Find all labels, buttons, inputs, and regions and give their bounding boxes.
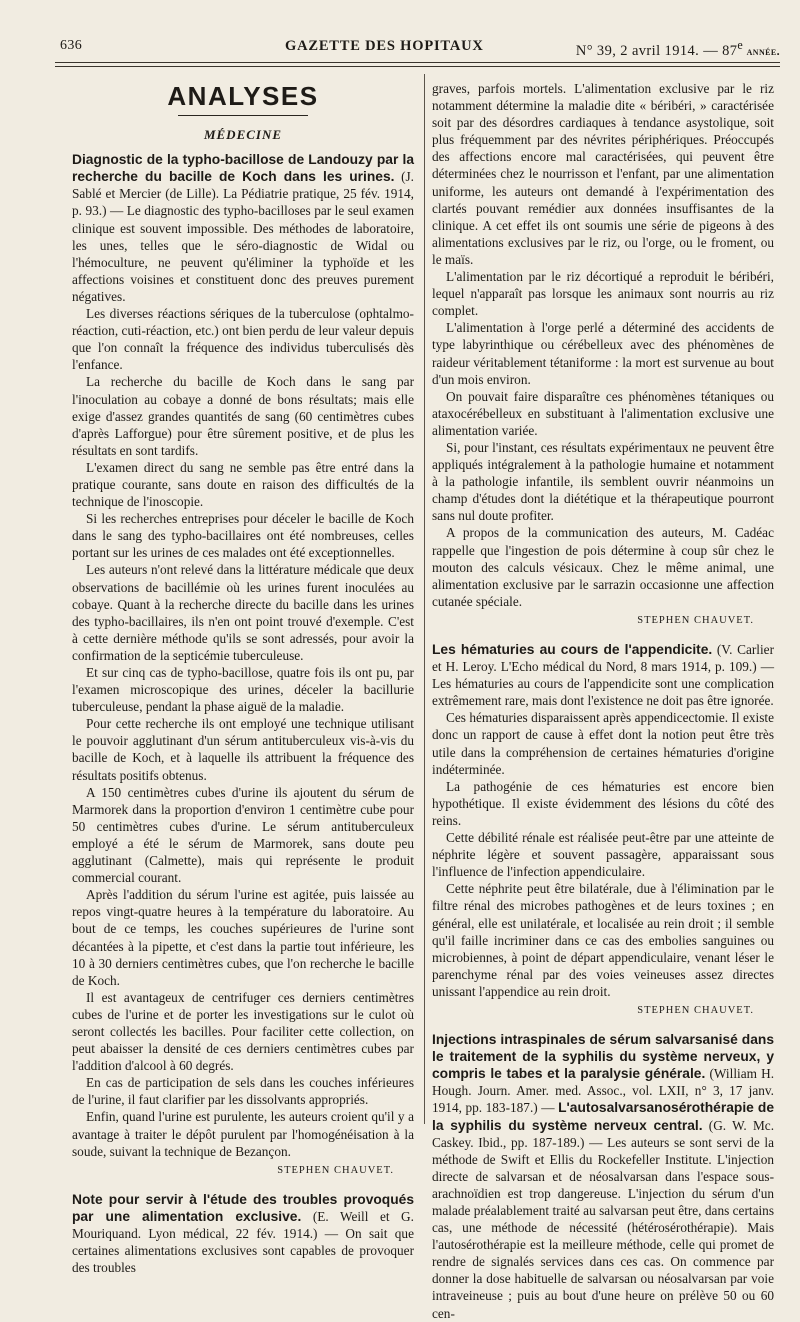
article-1-paragraph: Pour cette recherche ils ont employé une technique utilisant le pouvoir agglutinant d'un sérum antituberculeux vis-à-vis du bacille de Koch, et à laquelle ils attribuent la fréquence des résultats positifs obtenus. [72, 716, 414, 783]
article-1-paragraph: Enfin, quand l'urine est purulente, les auteurs croient qu'il y a avantage à traiter le dépôt purulent par l'homogénéisation à la soude, suivant la technique de Bezançon. [72, 1109, 414, 1159]
article-1-paragraph: Il est avantageux de centrifuger ces derniers centimètres cubes de l'urine et de porter les investigations sur le culot où seront collectés les bacilles. Pour faciliter cette collection, on peut abaisser la densité de ces derniers centimètres cubes par l'addition d'alcool à 60 degrés. [72, 989, 414, 1074]
column-divider [424, 74, 425, 1124]
title-rule [178, 115, 308, 116]
article-1-paragraph: La recherche du bacille de Koch dans le sang par l'inoculation au cobaye a donné de bons résultats; mais elle exige d'assez grandes quantités de sang (60 centimètres cubes d'après Lafforgue) pour être sûrement positive, et de plus les résultats en sont tardifs. [72, 374, 414, 458]
article-3-paragraph: Cette débilité rénale est réalisée peut-être par une atteinte de néphrite légère et souvent passagère, apparaissant sous l'influence de l'infection appendiculaire. [432, 830, 774, 880]
article-3-paragraph: La pathogénie de ces hématuries est encore bien hypothétique. Il existe évidemment des lésions du côté des reins. [432, 778, 774, 828]
article-2-paragraph: L'alimentation par le riz décortiqué a reproduit le béribéri, lequel n'apparaît pas lorsque les animaux sont nourris au riz complet. [432, 269, 774, 319]
running-header [60, 30, 780, 58]
article-3-signature: STEPHEN CHAUVET. [637, 1004, 754, 1016]
header-rule [55, 62, 780, 63]
article-2-paragraph: A propos de la communication des auteurs, M. Cadéac rappelle que l'ingestion de pois détermine à coup sûr chez le mouton des calculs vésicaux. Chez le même animal, une alimentation exclusive par le sarrazin occasionne une affection cutanée spéciale. [432, 525, 774, 609]
article-2-paragraph: Si, pour l'instant, ces résultats expérimentaux ne peuvent être appliqués intégralement à la pathologie humaine et notamment à la pathologie infantile, ils semblent ouvrir néanmoins un champ d'études dont la diététique et la thérapeutique pourront sans nul doute profiter. [432, 439, 774, 524]
article-4-intro [432, 1031, 774, 1322]
article-4-citation-2: (G. W. Mc. Caskey. Ibid., pp. 187-189.) — Les auteurs se sont servi de la méthode de Swift et Ellis du Rockefeller Institute. L'injection directe de salvarsan et de néosalvarsan dans l'espace sous-arachnoïdien est trop dangereuse. L'injection du sérum d'un malade préalablement traité au salvarsan peut être, dans certains cas, une méthode de nécessité (hétérosérothérapie). Mais l'autosérothérapie est la meilleure méthode, celle qui promet de rendre de signalés services dans ces cas. On commence par donner la dose habituelle de salvarsan ou néosalvarsan par voie intraveineuse ; puis au bout d'une heure on prélève 50 ou 60 cen- [432, 1117, 775, 1321]
article-2-signature: STEPHEN CHAUVET. [637, 614, 754, 626]
article-1-paragraph: L'examen direct du sang ne semble pas être entré dans la pratique courante, sans doute en raison des difficultés de la technique de l'inoscopie. [72, 459, 414, 510]
article-1-intro [72, 151, 414, 305]
article-2-continued: graves, parfois mortels. L'alimentation exclusive par le riz notamment détermine la maladie dite « béribéri, » caractérisée soit par des désordres cardiaques à tendance asystolique, soit plus fréquemment par des névrites périphériques. Préoccupés des affections encore mal caractérisées, qui peuvent être déterminées chez le nourrisson et l'enfant, par une alimentation uniforme, les auteurs ont demandé à l'expérimentation des clartés pouvant remédier aux données insuffisantes de la clinique. A cet effet ils ont soumis une série de pigeons à des alimentations exclusives par le riz, ou l'orge, ou le froment, ou le maïs. [432, 81, 774, 267]
article-2-heading: Note pour servir à l'étude des troubles provoqués par une alimentation exclusive. [72, 1191, 414, 1224]
article-1-paragraph: A 150 centimètres cubes d'urine ils ajoutent du sérum de Marmorek dans la proportion d'environ 1 centimètre cube pour 50 centimètres cubes d'urine. Le sérum antituberculeux employé a été le sérum de Marmorek, sans doute peu agglutinant (Calmette), mais qui représente le produit commercial courant. [72, 784, 414, 886]
article-1-heading: Diagnostic de la typho-bacillose de Landouzy par la recherche du bacille de Koch dans les urines. [72, 152, 414, 185]
section-title: ANALYSES [167, 81, 319, 111]
article-4-citation: (William H. Hough. Journ. Amer. med. Assoc., vol. LXII, n° 3, 17 janv. 1914, pp. 183-187.) — [432, 1066, 775, 1116]
article-2-paragraph: On pouvait faire disparaître ces phénomènes tétaniques ou ataxocérébelleux en substituant à l'alimentation exclusive une alimentation variée. [432, 388, 774, 438]
left-column [72, 78, 414, 1276]
article-1-signature: STEPHEN CHAUVET. [277, 1164, 394, 1176]
journal-title: GAZETTE DES HOPITAUX [285, 38, 484, 54]
article-4-heading-2: L'autosalvarsanosérothérapie de la syphilis du système nerveux central. [432, 1100, 774, 1133]
page-number: 636 [60, 38, 83, 53]
article-3-paragraph: Ces hématuries disparaissent après appendicectomie. Il existe donc un rapport de cause à effet dont la notion peut être très utile dans la compréhension de certaines hématuries d'origine indéterminée. [432, 710, 774, 777]
article-1-citation: (J. Sablé et Mercier (de Lille). La Pédiatrie pratique, 25 fév. 1914, p. 93.) — Le diagnostic des typho-bacilloses par le seul examen clinique est souvent impossible. Des méthodes de laboratoire, les unes, telles que le séro-diagnostic de Widal ou l'hémoculture, ne peuvent qu'éliminer la typhoïde et les affections voisines et constituent donc des preuves purement négatives. [72, 169, 415, 304]
article-1-paragraph: Les diverses réactions sériques de la tuberculose (ophtalmo-réaction, cuti-réaction, etc.) ont bien perdu de leur valeur depuis que l'on connaît la fréquence des individus tuberculisés dès l'enfance. [72, 306, 414, 373]
article-1-paragraph: Et sur cinq cas de typho-bacillose, quatre fois ils ont pu, par l'examen microscopique des urines, déceler la bacillurie tuberculeuse, pendant la phase aiguë de la maladie. [72, 665, 414, 715]
issue-info: N° 39, 2 avril 1914. — 87e année. [575, 38, 780, 59]
article-2-paragraph: L'alimentation à l'orge perlé a déterminé des accidents de type labyrinthique ou cérébelleux avec des phénomènes de raideur véritablement tétaniforme : la mort est survenue au bout d'un mois environ. [432, 320, 774, 387]
section-subtitle: MÉDECINE [203, 127, 283, 143]
article-3-citation: (V. Carlier et H. Leroy. L'Echo médical du Nord, 8 mars 1914, p. 109.) — Les hématuries au cours de l'appendicite sont une complication extrêmement rare, mais dont l'existence ne doit pas être ignorée. [432, 642, 775, 709]
article-1-paragraph: Après l'addition du sérum l'urine est agitée, puis laissée au repos vingt-quatre heures à la température du laboratoire. Au bout de ce temps, les couches supérieures de l'urine sont décantées à la pipette, et c'est dans la partie tout inférieure, les 10 à 30 derniers centimètres cubes, que l'on recherche le bacille de Koch. [72, 887, 414, 988]
article-2-citation: (E. Weill et G. Mouriquand. Lyon médical, 22 fév. 1914.) — On sait que certaines alimentations exclusives sont capables de provoquer des troubles [72, 1208, 414, 1276]
article-1-paragraph: En cas de participation de sels dans les couches inférieures de l'urine, il faut clarifier par les dissolvants appropriés. [72, 1075, 414, 1108]
article-3-paragraph: Cette néphrite peut être bilatérale, due à l'élimination par le filtre rénal des microbes pathogènes et de leurs toxines ; en général, elle est unilatérale, et localisée au rein droit ; il semble qu'il faille incriminer dans ce cas des embolies sanguines ou microbiennes, à point de départ appendiculaire, venant léser le parenchyme rénal par des voies veineuses assez directes unissant l'appendice au rein droit. [432, 881, 774, 999]
article-2-intro [72, 1191, 414, 1276]
article-3-intro [432, 641, 774, 709]
article-4-heading: Injections intraspinales de sérum salvarsanisé dans le traitement de la syphilis du système nerveux, y compris le tabes et la paralysie générale. [432, 1032, 774, 1082]
right-column [432, 80, 774, 1322]
article-3-heading: Les hématuries au cours de l'appendicite. [432, 642, 713, 657]
article-1-paragraph: Si les recherches entreprises pour déceler le bacille de Koch dans le sang des typho-bacillaires ont été nombreuses, celles portant sur les urines de ces malades ont été exceptionnelles. [72, 511, 414, 561]
article-1-paragraph: Les auteurs n'ont relevé dans la littérature médicale que deux observations de bacillémie où les urines furent inoculées au cobaye. Quant à la recherche directe du bacille dans les urines des typho-bacillaires, ils n'en ont point trouvé d'exemple. C'est à cette dernière méthode qu'ils se sont adressés, pour avoir la confirmation de la septicémie tuberculeuse. [72, 562, 414, 663]
header-rule-thin [55, 66, 780, 67]
